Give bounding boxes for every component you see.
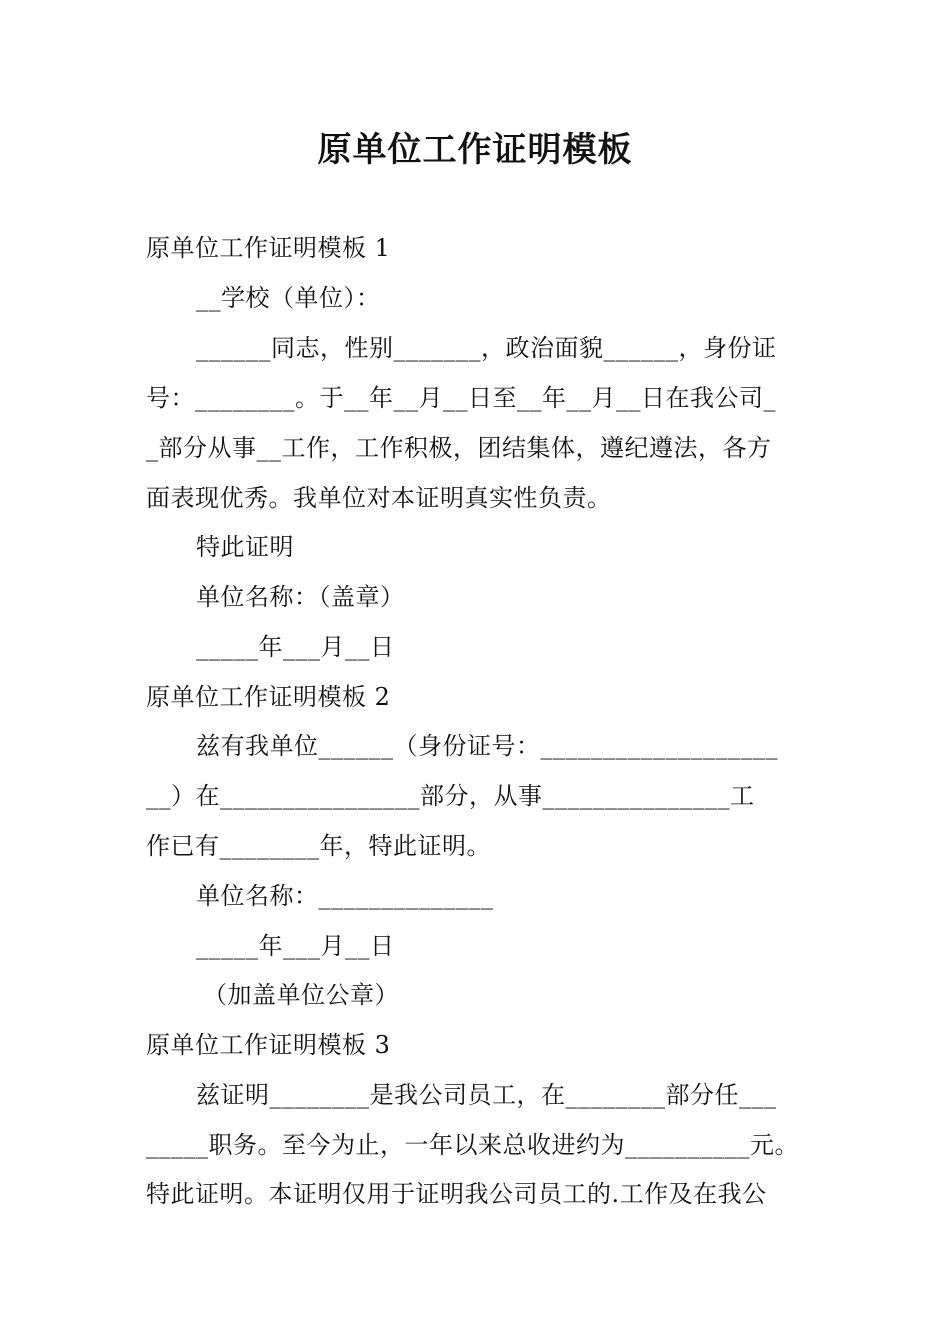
seal-note-line: （加盖单位公章） [203, 981, 399, 1009]
section-heading-2: 原单位工作证明模板 2 [146, 683, 391, 711]
paragraph-line: 兹有我单位______（身份证号：___________________ [196, 732, 778, 760]
date-line: _____年___月__日 [196, 932, 395, 960]
unit-name-line: 单位名称：______________ [196, 882, 494, 910]
salutation-line: __学校（单位）： [196, 284, 381, 312]
paragraph-line: _____职务。至今为止，一年以来总收进约为__________元。 [146, 1131, 799, 1159]
paragraph-line: 作已有________年，特此证明。 [146, 832, 491, 860]
unit-name-line: 单位名称：（盖章） [196, 583, 405, 611]
date-line: _____年___月__日 [196, 633, 395, 661]
paragraph-line: 兹证明________是我公司员工，在________部分任___ [196, 1081, 777, 1109]
document-title: 原单位工作证明模板 [317, 130, 633, 170]
paragraph-line: 号：________。于__年__月__日至__年__月__日在我公司_ [146, 384, 776, 412]
paragraph-line: _部分从事__工作，工作积极，团结集体，遵纪遵法，各方 [146, 434, 772, 462]
section-heading-1: 原单位工作证明模板 1 [146, 234, 391, 262]
paragraph-line: ______同志，性别_______，政治面貌______，身份证 [196, 334, 777, 362]
paragraph-line: 面表现优秀。我单位对本证明真实性负责。 [146, 484, 612, 512]
section-heading-3: 原单位工作证明模板 3 [146, 1031, 391, 1059]
paragraph-line: __）在________________部分，从事_______________工 [146, 782, 755, 810]
paragraph-line: 特此证明。本证明仅用于证明我公司员工的.工作及在我公 [146, 1180, 767, 1208]
closing-line: 特此证明 [196, 533, 294, 561]
